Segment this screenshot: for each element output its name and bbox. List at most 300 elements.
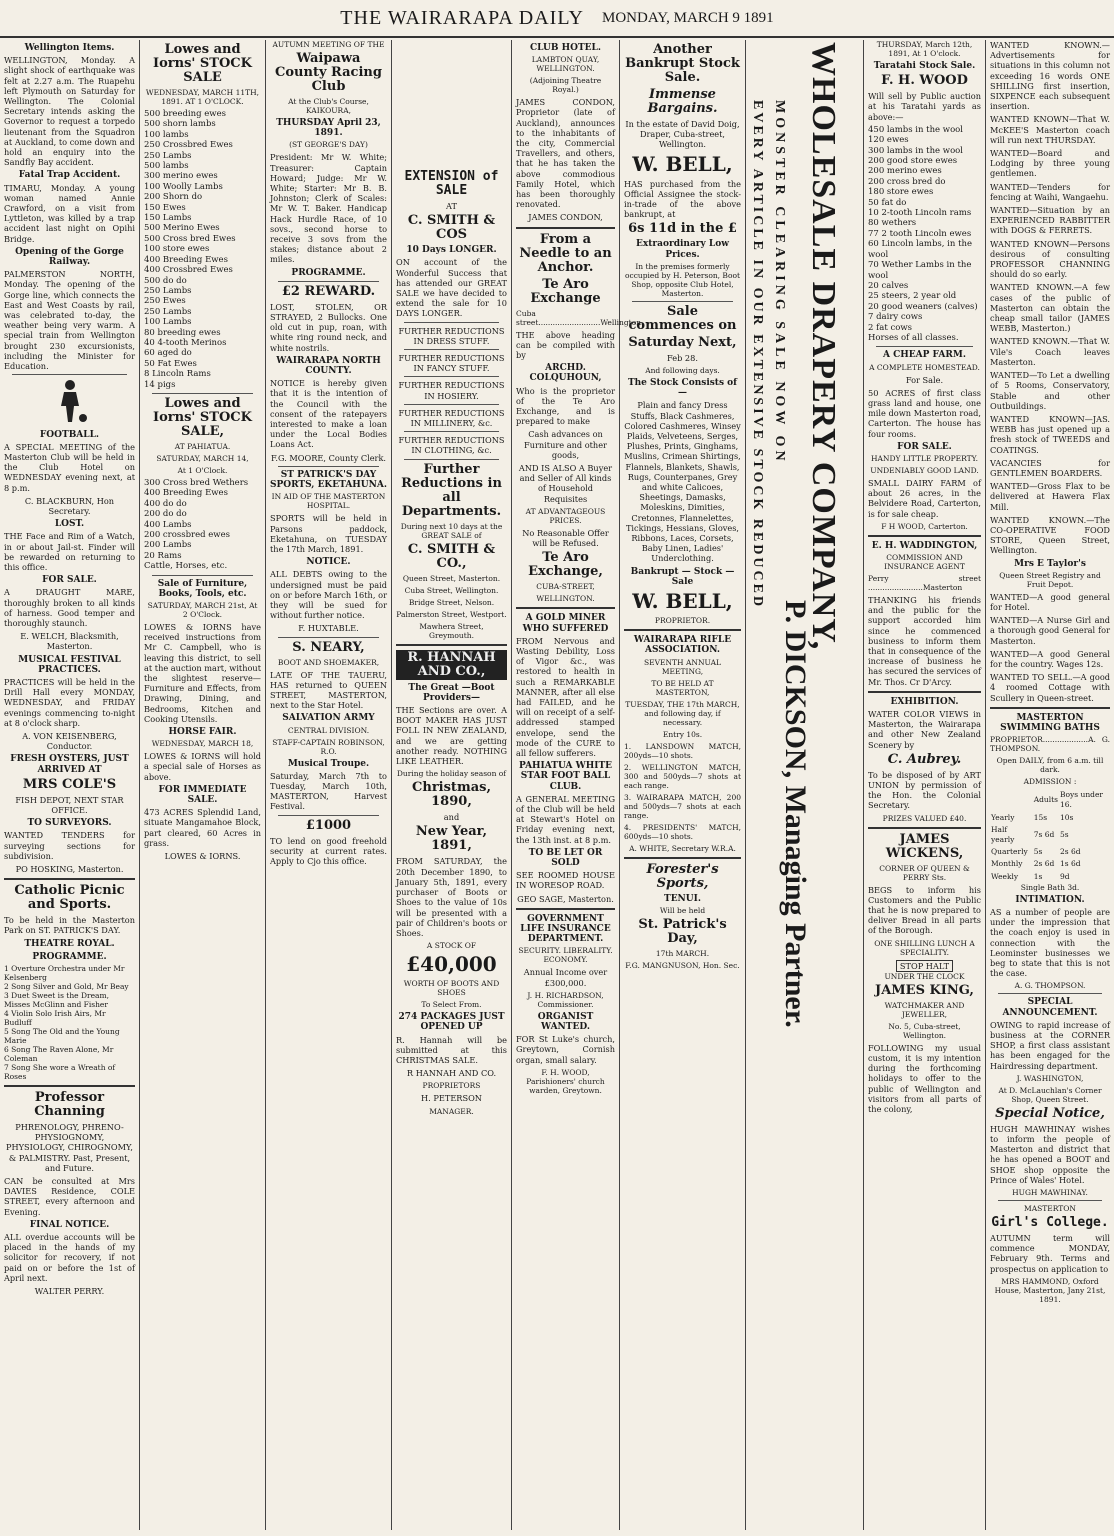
stock-item: 400 Breeding Ewes [144,254,228,265]
musical-body: PRACTICES will be held in the Drill Hall every MONDAY, WEDNESDAY, and FRIDAY evenings commencing to-night at 8 o'clock sharp. [4,676,135,728]
oysters-heading: FRESH OYSTERS, JUST ARRIVED AT [10,754,129,775]
forsale-sign: E. WELCH, Blacksmith, Masterton. [20,631,119,652]
stock-item: 2 fat cows [868,322,912,333]
stock-item: 100 Woolly Lambs [144,181,223,192]
column-7-drapery-advert [746,40,864,1530]
table-cell: 2s 6d [1060,847,1081,857]
foresters-sports: Forester's Sports, [646,861,719,891]
divider [516,607,615,609]
lost-heading: LOST. [54,519,85,530]
programme-item: 6 Song The Raven Alone, Mr Coleman [4,1045,114,1064]
column-3 [266,40,392,1530]
notice-heading: NOTICE. [306,557,351,568]
divider [404,431,499,432]
divider [404,322,499,323]
programme-item: 3 Duet Sweet is the Dream, Misses McGlinn and Fisher [4,991,109,1010]
intimation-body: AS a number of people are under the impression that the coach enjoy is used in connection with the Leominster businesses we beg to state that this is not the case. [990,907,1110,979]
divider [868,827,981,829]
managing-partner: P. DICKSON, Managing Partner. [779,600,813,1028]
table-cell: 2s 6d [1033,859,1055,869]
column-9 [986,40,1114,1530]
divider [404,459,499,460]
smith-name: C. SMITH & COS [407,213,496,243]
rifle-meeting: SEVENTH ANNUAL MEETING, [643,657,722,676]
govt-sub: SECURITY. LIBERALITY. ECONOMY. [518,946,613,965]
address: Queen Street, Masterton. [402,573,501,583]
table-row [990,789,1110,811]
stock-item: 50 Fat Ewes [144,358,197,369]
column-1 [0,40,140,1530]
racing-date: THURSDAY April 23, 1891. [276,118,381,139]
sports-sub: IN AID OF THE MASTERTON HOSPITAL. [271,492,386,511]
manager-name: H. PETERSON [421,1093,482,1104]
wanted-item: WANTED KNOWN.—The CO-OPERATIVE FOOD STORE, Queen Street, Wellington. [990,514,1110,556]
divider [516,227,615,229]
neary-sub: BOOT AND SHOEMAKER, [277,657,380,667]
divider [152,575,253,576]
club-hotel-heading: CLUB HOTEL. [530,43,601,53]
no-refused: No Reasonable Offer will be Refused. [522,527,609,549]
baths-heading: MASTERTON SWIMMING BATHS [1000,712,1100,733]
organist-heading: ORGANIST WANTED. [537,1011,594,1032]
stock-of: A STOCK OF [426,941,477,951]
exhibition-body: WATER COLOR VIEWS in Masterton, the Wairarapa and other New Zealand Scenery by [868,709,981,750]
mrs-coles: MRS COLE'S [22,776,117,792]
stock-item: 400 Crossbred Ewes [144,265,233,276]
packages: 274 PACKAGES JUST OPENED UP [398,1012,505,1033]
aubrey: C. Aubrey. [887,751,962,767]
worth-text: WORTH OF BOOTS AND SHOES [403,979,500,998]
every-article: EVERY ARTICLE IN OUR EXTENSIVE STOCK REDUCED [750,100,766,610]
stock-consists-body: Plain and fancy Dress Stuffs, Black Cashmeres, Colored Cashmeres, Winsey Plaids, Velveteens, Serges, Plushes, Prints, Ginghams, Muslins, Crimean Shirtings, Flannels, Blankets, Shawls, Rugs, Counterpanes, Grey and white Calicoes, Sheetings, Damasks, Moleskins, Dimities, Cretonnes, Flannelettes, Tickings, Hessians, Gloves, Ribbons, Laces, Corsets, Baby Linen, Ladies' Underclothing. [624,400,741,564]
for-sale: For Sale. [905,374,944,385]
divider [998,1200,1102,1201]
football-player-icon [4,378,135,426]
stock-item: 500 breeding ewes [144,109,226,119]
table-row [990,871,1110,883]
stock-item: 25 steers, 2 year old [868,291,957,302]
w-bell-2: W. BELL, [632,589,733,614]
county-sign: F.G. MOORE, County Clerk. [270,452,387,463]
stock-item: 120 ewes [868,135,909,146]
salvation-heading: SALVATION ARMY [282,713,375,724]
table-cell: 1s [1033,871,1043,881]
prizes: PRIZES VALUED £40. [882,813,967,823]
table-cell: Quarterly [991,847,1028,857]
stock-item: 7 dairy cows [868,312,923,323]
divider [4,1085,135,1087]
stock-item: 20 good weaners (calves) [868,301,978,312]
stock-item: 250 Lambs [144,285,192,296]
divider [278,281,379,282]
column-6 [620,40,746,1530]
divider [404,376,499,377]
furniture-heading: Sale of Furniture, Books, Tools, etc. [157,578,248,599]
table-row [990,812,1110,824]
divider [632,301,733,302]
programme-list [4,964,135,1081]
organist-body: FOR St Luke's church, Greytown, Cornish organ, small salary. [516,1034,615,1065]
stock-item: 50 fat do [868,197,907,208]
gorge-body: PALMERSTON NORTH, Monday. The opening of the Gorge line, which connects the East and West Coasts by rail, was celebrated to-day, the weather being very warm. A special train from Wellington brought 230 excursionists, including the Minister for Education. [4,269,135,372]
stock-item: 200 do do [144,509,187,520]
column-4 [392,40,512,1530]
govt-income: Annual Income over £300,000. [523,967,608,988]
stock-item: 200 crossbred ewes [144,530,230,540]
autumn-heading: AUTUMN MEETING OF THE [272,40,385,49]
stock-item: 250 Crossbred Ewes [144,140,233,151]
halt-label: STOP HALT [896,960,953,972]
premises: In the premises formerly occupied by H. Peterson, Boot Shop, opposite Club Hotel, Masterton. [624,261,740,298]
new-year: New Year, 1891, [415,824,488,854]
final-notice-body: ALL overdue accounts will be placed in the hands of my solicitor for recovery, if not paid on or before the 1st of April next. [4,1232,135,1283]
divider [868,535,981,537]
also-buyer: AND IS ALSO A Buyer and Seller of All kinds of Household Requisites [518,463,613,504]
final-notice-sign: WALTER PERRY. [34,1286,105,1297]
racing-body: President: Mr W. White; Treasurer: Captain Howard; Judge: Mr W. White; Starter: Mr B. B. Johnston; Clerk of Scales: Mr W. T. Baker. Handicap Hack Hurdle Race, of 10 sovs., second horse to receive 3 sovs from the stakes; distance about 2 miles. [270,152,387,265]
manager-title: MANAGER. [429,1106,474,1116]
stock-item: 100 lambs [144,129,189,140]
cuba-street: Cuba street..........................Wellington. [516,308,644,327]
musical-troupe-heading: Musical Troupe. [287,758,370,769]
homestead: A COMPLETE HOMESTEAD. [869,362,980,372]
loan-body: TO lend on good freehold security at current rates. Apply to Cjo this office. [270,835,387,866]
handy-sub: HANDY LITTLE PROPERTY. [870,453,979,463]
extension-heading: EXTENSION of SALE [404,169,499,198]
james-king: JAMES KING, [875,982,974,998]
rifle-match: 3. WAIRARAPA MATCH, 200 and 500yds—7 shots at each range. [624,792,741,820]
lowes-sign: LOWES & IORNS. [164,851,241,862]
special-place: At D. McLauchlan's Corner Shop, Queen Street. [998,1085,1102,1104]
table-row [990,846,1110,858]
musical-heading: MUSICAL FESTIVAL PRACTICES. [18,654,121,675]
stock-item: 80 breeding ewes [144,327,221,338]
programme-item: 4 Violin Solo Irish Airs, Mr Budluff [4,1009,106,1028]
stock-item: 250 Ewes [144,296,186,307]
bell-body: HAS purchased from the Official Assignee the stock-in-trade of the above bankrupt, at [624,178,741,220]
stock-sale-heading: Lowes and Iorns' STOCK SALE [153,42,252,85]
masthead [0,0,1114,38]
loan-amount: £1000 [305,817,352,833]
stock-item: 400 Breeding Ewes [144,488,228,499]
wickens-body: BEGS to inform his Customers and the Public that he is now prepared to deliver Bread in all parts of the Borough. [868,884,981,936]
stock-item: Cattle, Horses, etc. [144,561,228,572]
final-notice-heading: FINAL NOTICE. [29,1219,110,1230]
wellington-heading: Wellington Items. [24,43,115,53]
issue-date: MONDAY, MARCH 9 1891 [601,9,774,26]
wanted-item: WANTED KNOWN—That W. McKEE'S Masterton coach will run next THURSDAY. [990,114,1110,145]
wanted-item: WANTED KNOWN—JAS. WEBB has just opened up a fresh stock of TWEEDS and COATINGS. [990,413,1110,455]
taylor-body: Queen Street Registry and Fruit Depot. [999,570,1101,589]
racing-place: At the Club's Course, KAIKOURA, [288,97,369,115]
pahiatua-time: At 1 O'Clock. [177,465,228,475]
stock-item: 500 lambs [144,161,189,172]
masterton-label: MASTERTON [1024,1204,1076,1214]
baths-admission: ADMISSION : [1023,777,1077,787]
stock-list [144,109,261,390]
immediate-sale-body: 473 ACRES Splendid Land, situate Mangamahoe Block, part cleared, 60 Acres in grass. [144,807,261,848]
county-heading: WAIRARAPA NORTH COUNTY. [276,355,381,377]
stock-item: 180 store ewes [868,187,934,198]
govt-sign: J. H. RICHARDSON, Commissioner. [527,990,604,1009]
stock-item: 20 calves [868,280,909,291]
prices: AT ADVANTAGEOUS PRICES. [525,506,606,525]
fatal-heading: Fatal Trap Accident. [18,170,121,181]
handy-heading: FOR SALE. [897,441,952,452]
rifle-place: TO BE HELD AT MASTERTON, [651,678,714,697]
stock-item: 500 Merino Ewes [144,223,220,234]
divider [868,691,981,693]
aro-body: THE above heading can be compiled with by [516,329,615,361]
rifle-entry: Entry 10s. [662,729,703,739]
pahiatua-list [144,478,261,572]
patrick-date: 17th MARCH. [655,948,710,958]
divider [998,993,1102,994]
ten-days: 10 Days LONGER. [406,245,497,256]
price-in-pound: 6s 11d in the £ [628,221,737,237]
gold-miner-body: FROM Nervous and Wasting Debility, Loss of Vigor &c., was restored to health in such a REMARKABLE MANNER, after all else had FAILED, and he will on receipt of a self-addressed stamped envelope, send the mode of the CURE to all fellow sufferers. [516,635,615,758]
address: Palmerston Street, Westport. [396,609,507,619]
special-notice: Special Notice, [995,1105,1105,1121]
reduction: FURTHER REDUCTIONS IN MILLINERY, &c. [398,407,505,429]
tenui: TENUI. [664,893,701,904]
bankrupt-heading: Another Bankrupt Stock Sale. [625,42,740,85]
king-body: FOLLOWING my usual custom, it is my intention during the forthcoming holidays to offer to the public of Wellington and visitors from all parts of the colony, [868,1042,981,1115]
concert-heading: THEATRE ROYAL. [24,938,115,949]
sports-heading: ST PATRICK'S DAY SPORTS, EKETAHUNA. [270,469,387,491]
smith-name-2: C. SMITH & CO., [407,541,496,571]
low-prices: Extraordinary Low Prices. [636,239,729,260]
table-cell: 7s 6d [1033,829,1055,839]
surveyors-sign: PO HOSKING, Masterton. [15,864,124,875]
racing-sub: (ST GEORGE'S DAY) [289,140,368,150]
address: Cuba Street, Wellington. [404,585,499,595]
stock-item: 60 Lincoln lambs, in the wool [868,239,972,260]
table-cell: Weekly [991,871,1019,881]
stock-item: 200 good store ewes [868,156,958,167]
stock-item: 20 Rams [144,550,182,561]
divider [876,346,973,347]
horse-fair-heading: HORSE FAIR. [168,727,237,738]
christmas: Christmas, 1890, [412,780,491,810]
table-row [990,824,1110,846]
te-aro-exchange-2: Te Aro Exchange, [528,550,603,580]
baths-price-table [990,789,1110,883]
horse-fair-body: LOWES & IORNS will hold a special sale of Horses as above. [144,751,261,782]
surveyors-heading: TO SURVEYORS. [27,818,112,829]
table-cell: 1s 6d [1060,859,1081,869]
and-text: and [443,812,460,823]
newspaper-title: THE WAIRARAPA DAILY [340,6,584,29]
programme-item: 2 Song Silver and Gold, Mr Beay [4,982,129,992]
column-8 [864,40,986,1530]
wanted-item: WANTED KNOWN.—A few cases of the public of Masterton can obtain the cheap small tailor (JAMES WEBB, Masterton.) [990,282,1110,334]
stock-item: 150 Ewes [144,202,186,213]
stock-item: 40 4-tooth Merinos [144,337,227,348]
divider [516,908,615,910]
club-hotel-sign: JAMES CONDON, [528,212,603,223]
stock-item: 150 Lambs [144,213,192,224]
musical-troupe-body: Saturday, March 7th to Tuesday, March 10th, MASTERTON, Harvest Festival. [270,770,387,812]
taratahi-list [868,125,981,344]
wanted-item: WANTED KNOWN—Persons desirous of consulting PROFESSOR CHANNING should do so early. [990,238,1110,280]
musical-sign: A. VON KEISENBERG, Conductor. [22,730,117,752]
farm-body: 50 ACRES of first class grass land and house, one mile down Masterton road, Carterton. The house has four rooms. [868,387,981,439]
table-row [990,858,1110,870]
handy-sign: F H WOOD, Carterton. [881,521,968,531]
girls-sign: MRS HAMMOND, Oxford House, Masterton, Jany 21st, 1891. [994,1276,1106,1304]
divider [624,629,741,631]
intimation-heading: INTIMATION. [1015,894,1085,905]
stock-item: 300 merino ewes [144,171,218,182]
holiday-text: During the holiday season of [396,769,507,779]
stock-item: 10 2-tooth Lincoln rams [868,208,972,219]
county-body: NOTICE is hereby given that it is the intention of the Council with the consent of the ratepayers interested to make a loan under the Local Bodies Loans Act. [270,378,387,450]
halt-sign [868,960,981,972]
hannah-heading: R. HANNAH AND CO., [396,650,507,680]
club-hotel-body: JAMES CONDON, Proprietor (late of Auckland), announces to the inhabitants of the city, Commercial Travellers, and others, that he has taken the above commodious Family Hotel, which has been thoroughly renovated. [516,97,615,210]
reduction: FURTHER REDUCTIONS IN FANCY STUFF. [398,353,505,374]
racing-programme: PROGRAMME. [291,267,366,278]
st-patricks-day: St. Patrick's Day, [638,916,727,946]
neary-heading: S. NEARY, [292,639,365,655]
let-heading: TO BE LET OR SOLD [528,847,603,868]
taratahi-date: THURSDAY, March 12th, 1891, At 1 O'clock. [876,40,973,58]
wanted-item: WANTED—Situation by an EXPERIENCED RABBITTER with DOGS & FERRETS. [990,205,1110,236]
cuba-st: CUBA-STREET, [536,582,595,592]
programme-item: 1 Overture Orchestra under Mr Kelsenberg [4,964,125,983]
special-body: OWING to rapid increase of business at the CORNER SHOP, a first class assistant has been engaged for the Hairdressing department. [990,1019,1110,1071]
hugh-sign: HUGH MAWHINAY. [1012,1188,1088,1198]
wellington-body: WELLINGTON, Monday. A slight shock of earthquake was felt at 2.27 a.m. The Ruapehu left Plymouth on Saturday for Wellington. The Colonial Secretary intends asking the Governor to request a torpedo lieutenant from the Squadron at Auckland, to come down and hold an enquiry into the Sandfly Bay accident. [4,55,135,168]
further-reductions: Further Reductions in all Departments. [401,461,502,519]
extension-at: AT [446,201,457,211]
waddington-heading: E. H. WADDINGTON, [871,540,978,551]
channing-sign: CAN be consulted at Mrs DAVIES Residence, COLE STREET, every afternoon and Evening. [4,1176,135,1217]
wickens: JAMES WICKENS, [885,831,964,861]
wanted-item: WANTED KNOWN.—Advertisements for situations in this column not exceeding 16 words ONE SHILLING first insertion, SIXPENCE each subsequent insertion. [990,40,1110,112]
following-days: And following days. [645,366,720,376]
divider [278,637,379,638]
table-cell: 5s [1033,847,1043,857]
fatal-body: TIMARU, Monday. A young woman named Annie Crawford, on a visit from Lyttleton, was killed by a trap accident last night on Opihi Bridge. [4,182,135,244]
hannah-body: THE Sections are over. A BOOT MAKER HAS JUST FOLL IN NEW ZEALAND, and we are getting another ready. NOTHING LIKE LEATHER. [396,705,507,767]
colquhoun-body: Who is the proprietor of the Te Aro Exchange, and is prepared to make [516,385,615,427]
wanted-item: WANTED—A Nurse Girl and a thorough good General for Masterton. [990,615,1110,646]
needle-anchor: From a Needle to an Anchor. [519,231,612,275]
patrick-sign: F.G. MANGNUSON, Hon. Sec. [625,960,740,970]
stock-item: 250 Lambs [144,306,192,317]
stock-item: 500 Cross bred Ewes [144,233,236,244]
wanted-item: WANTED—Gross Flax to be delivered at Hawera Flax Mill. [990,481,1110,512]
govt-insurance-heading: GOVERNMENT LIFE INSURANCE DEPARTMENT. [520,913,611,945]
channing-heading: Professor Channing [34,1090,105,1120]
te-aro-exchange: Te Aro Exchange [530,276,601,306]
proprietors: PROPRIETORS [422,1081,481,1091]
clearing-sale: MONSTER CLEARING SALE NOW ON [772,100,788,465]
reduction: FURTHER REDUCTIONS IN DRESS STUFF. [398,325,505,346]
stock-item: 400 Lambs [144,519,192,530]
fh-wood: F. H. WOOD [881,73,968,89]
bankrupt-stock-sale: Bankrupt — Stock — Sale [630,566,735,587]
divider [12,374,127,375]
forsale-heading: FOR SALE. [42,575,97,586]
table-cell: 15s [1033,812,1048,822]
football-body: A SPECIAL MEETING of the Masterton Club will be held in the Club Hotel on WEDNESDAY evening next, at 8 p.m. [4,441,135,493]
page-columns [0,40,1114,1530]
stock-item: 500 shorn lambs [144,119,216,130]
stock-item: 500 do do [144,275,187,286]
exhibition: EXHIBITION. [890,696,959,707]
let-body: SEE ROOMED HOUSE IN WORESOP ROAD. [516,870,615,891]
during-text: During next 10 days at the GREAT SALE of [400,521,503,540]
football-heading: FOOTBALL. [39,429,100,440]
stock-item: 100 store ewes [144,244,210,255]
divider [4,878,135,880]
immense-bargains: Immense Bargains. [647,87,718,116]
rifle-match: 4. PRESIDENTS' MATCH, 600yds—10 shots. [624,822,741,841]
stock-item: 300 lambs in the wool [868,145,964,156]
rifle-date: TUESDAY, THE 17th MARCH, and following day, if necessary. [625,699,740,727]
packages-body: R. Hannah will be submitted at this CHRISTMAS SALE. [396,1034,507,1065]
stock-consists: The Stock Consists of— [627,378,738,399]
select-text: To Select From. [421,1000,482,1010]
divider [624,857,741,859]
divider [990,707,1110,709]
drapery-company: WHOLESALE DRAPERY COMPANY, [805,42,843,651]
wanted-item: WANTED TO SELL.—A good 4 roomed Cottage with Scullery in Queen-street. [990,672,1110,703]
wanted-item: WANTED—Board and Lodging by three young gentlemen. [990,148,1110,179]
let-sign: GEO SAGE, Masterton. [517,893,614,904]
cash-advances: Cash advances on Furniture and other goods, [524,429,607,460]
king-place: No. 5, Cuba-street, Wellington. [888,1021,961,1040]
handy-sub2: UNDENIABLY GOOD LAND. [870,465,979,475]
column-5 [512,40,644,1530]
sports-body: SPORTS will be held in Parsons paddock, Eketahuna, on TUESDAY the 17th March, 1891. [270,513,387,554]
neary-body: LATE OF THE TAUERU, HAS returned to QUEEN STREET, MASTERTON, next to the Star Hotel. [270,669,387,711]
rifle-sign: A. WHITE, Secretary W.R.A. [629,843,736,853]
stock-item: 8 Lincoln Rams [144,369,211,380]
will-be-held: Will be held [659,905,706,915]
table-cell: 5s [1060,829,1069,839]
proprietor: PROPRIETOR. [654,616,711,626]
gold-miner-heading: A GOLD MINER WHO SUFFERED [522,613,609,634]
pahiatua-place: AT PAHIATUA. [174,441,231,451]
stock-item: 250 Lambs [144,150,192,161]
gorge-heading: Opening of the Gorge Railway. [15,246,124,268]
taratahi-heading: Taratahi Stock Sale. [873,61,976,71]
forsale-body: A DRAUGHT MARE, thoroughly broken to all kinds of harness. Good temper and thoroughly staunch. [4,587,135,628]
salvation-sub: CENTRAL DIVISION. [287,725,370,735]
single-bath: Single Bath 3d. [1020,882,1080,892]
club-hotel-sub: LAMBTON QUAY, WELLINGTON. [531,55,600,74]
stock-item: 200 Lambs [144,540,192,551]
waddington-body: THANKING his friends and the public for the support accorded him since he commenced business to inform them that in consequence of the increase of business he has secured the services of Mr. Thos. Cr D'Arcy. [868,594,981,687]
wellington: WELLINGTON. [536,594,595,604]
divider [396,644,507,646]
boot-providers: The Great —Boot Providers— [408,682,495,703]
sale-commences: Sale commences on [628,303,737,333]
horse-fair-date: WEDNESDAY, MARCH 18, [151,739,254,749]
stock-item: 70 Wether Lambs in the wool [868,260,972,281]
lost-body: THE Face and Rim of a Watch, in or about Jail-st. Finder will be rewarded on returning to this office. [4,531,135,572]
w-bell: W. BELL, [632,151,733,176]
stock-item: 450 lambs in the wool [868,124,964,135]
colquhoun: ARCHD. COLQUHOUN, [529,363,602,384]
divider [404,349,499,350]
reward-body: LOST, STOLEN, OR STRAYED, 2 Bullocks. One old cut in pup, roan, with white ring round neck, and white nostrils. [270,301,387,353]
wanted-item: WANTED—A good General for the country. Wages 12s. [990,648,1110,669]
